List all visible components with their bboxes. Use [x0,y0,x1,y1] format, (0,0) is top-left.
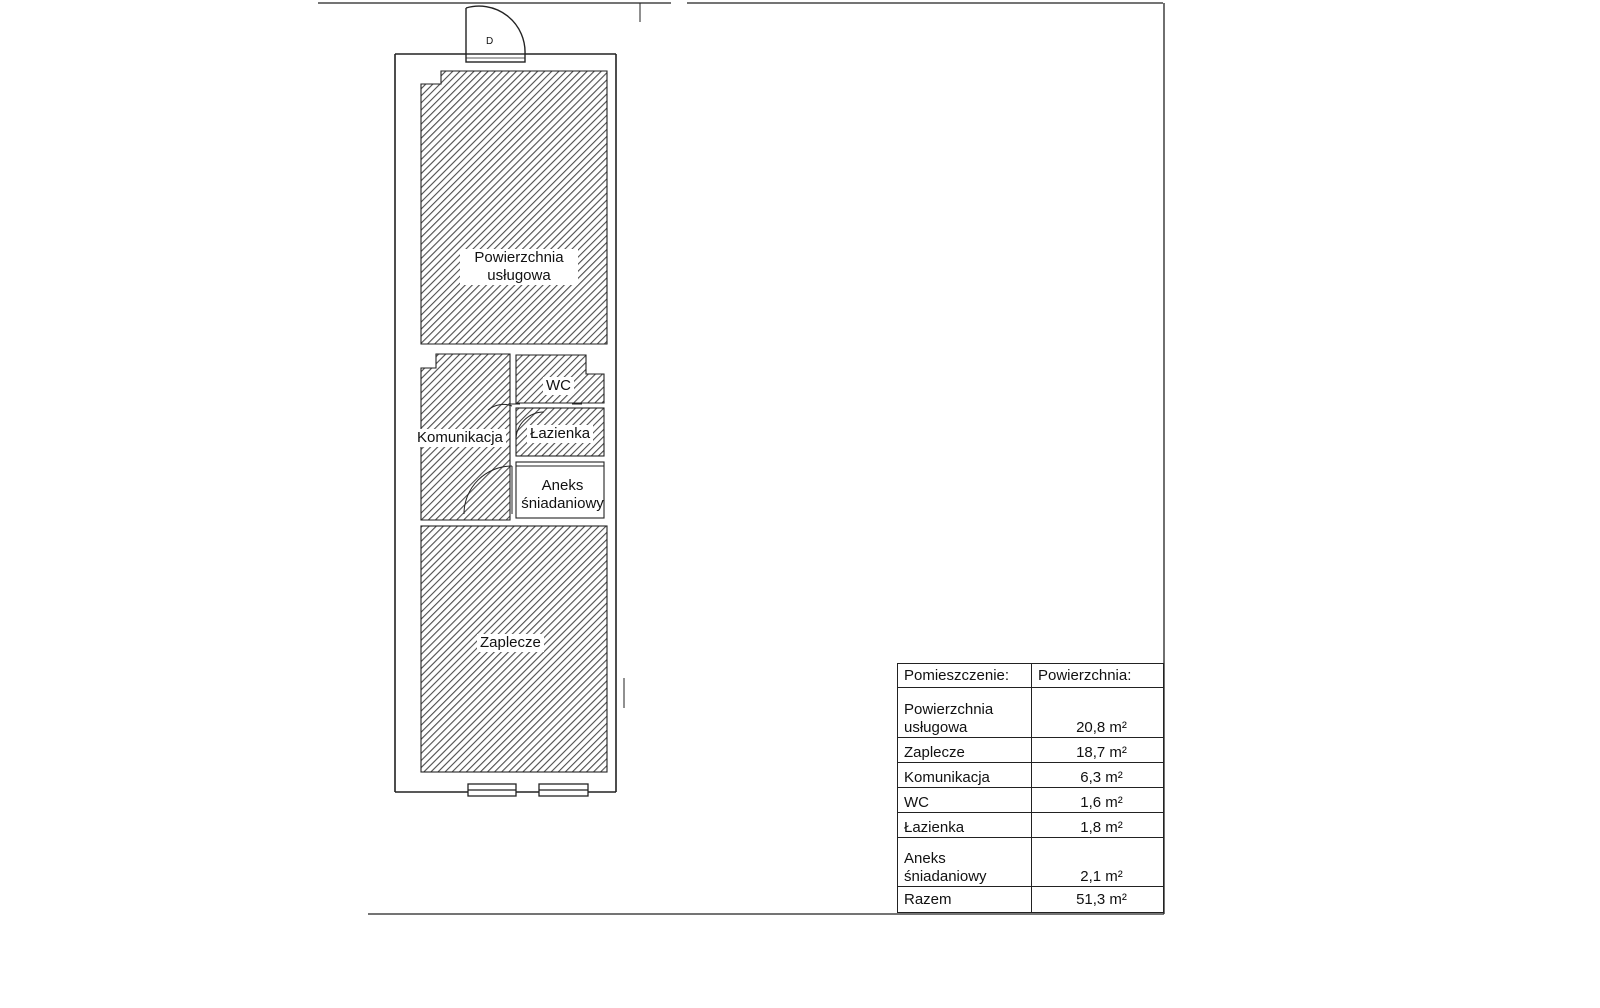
table-total-row [898,887,1164,913]
entrance-door [466,6,525,62]
table-area-value: 20,8 m² [1032,688,1164,738]
room-label-komunikacja: Komunikacja [414,429,506,447]
room-label-aneks-line2: śniadaniowy [521,495,604,512]
table-row [898,763,1164,788]
windows [468,784,588,796]
room-label-aneks-line1: Aneks [541,477,584,494]
room-label-wc: WC [543,377,574,395]
table-row [898,738,1164,763]
table-header-area: Powierzchnia: [1032,664,1164,688]
room-label-aneks [516,477,609,513]
table-header-room: Pomieszczenie: [898,664,1032,688]
table-header-row [898,664,1164,688]
table-row [898,788,1164,813]
table-total-label: Razem [898,887,1032,913]
table-room-line1: Komunikacja [898,763,1032,788]
table-room-line1: WC [898,788,1032,813]
table-area-value: 1,6 m² [1032,788,1164,813]
table-area-value: 18,7 m² [1032,738,1164,763]
door-symbol: D [486,36,494,47]
room-label-zaplecze: Zaplecze [477,634,544,652]
table-room-line1: Aneks [904,850,946,867]
room-label-lazienka: Łazienka [527,425,593,443]
table-total-value: 51,3 m² [1032,887,1164,913]
room-uslugowa-area [421,71,607,344]
table-row [898,813,1164,838]
table-room-line1: Łazienka [898,813,1032,838]
hatched-floor [421,71,607,772]
table-row [898,688,1164,738]
room-label-uslugowa-line2: usługowa [487,267,551,284]
table-room-line2: usługowa [904,719,968,736]
room-label-uslugowa [460,249,578,285]
table-room-line1: Powierzchnia [904,701,994,718]
table-room-line2: śniadaniowy [904,868,987,885]
table-room-line1: Zaplecze [898,738,1032,763]
table-area-value: 6,3 m² [1032,763,1164,788]
table-area-value: 2,1 m² [1032,838,1164,887]
room-label-uslugowa-line1: Powierzchnia [474,249,564,266]
table-row [898,838,1164,887]
table-area-value: 1,8 m² [1032,813,1164,838]
area-table [897,663,1164,913]
